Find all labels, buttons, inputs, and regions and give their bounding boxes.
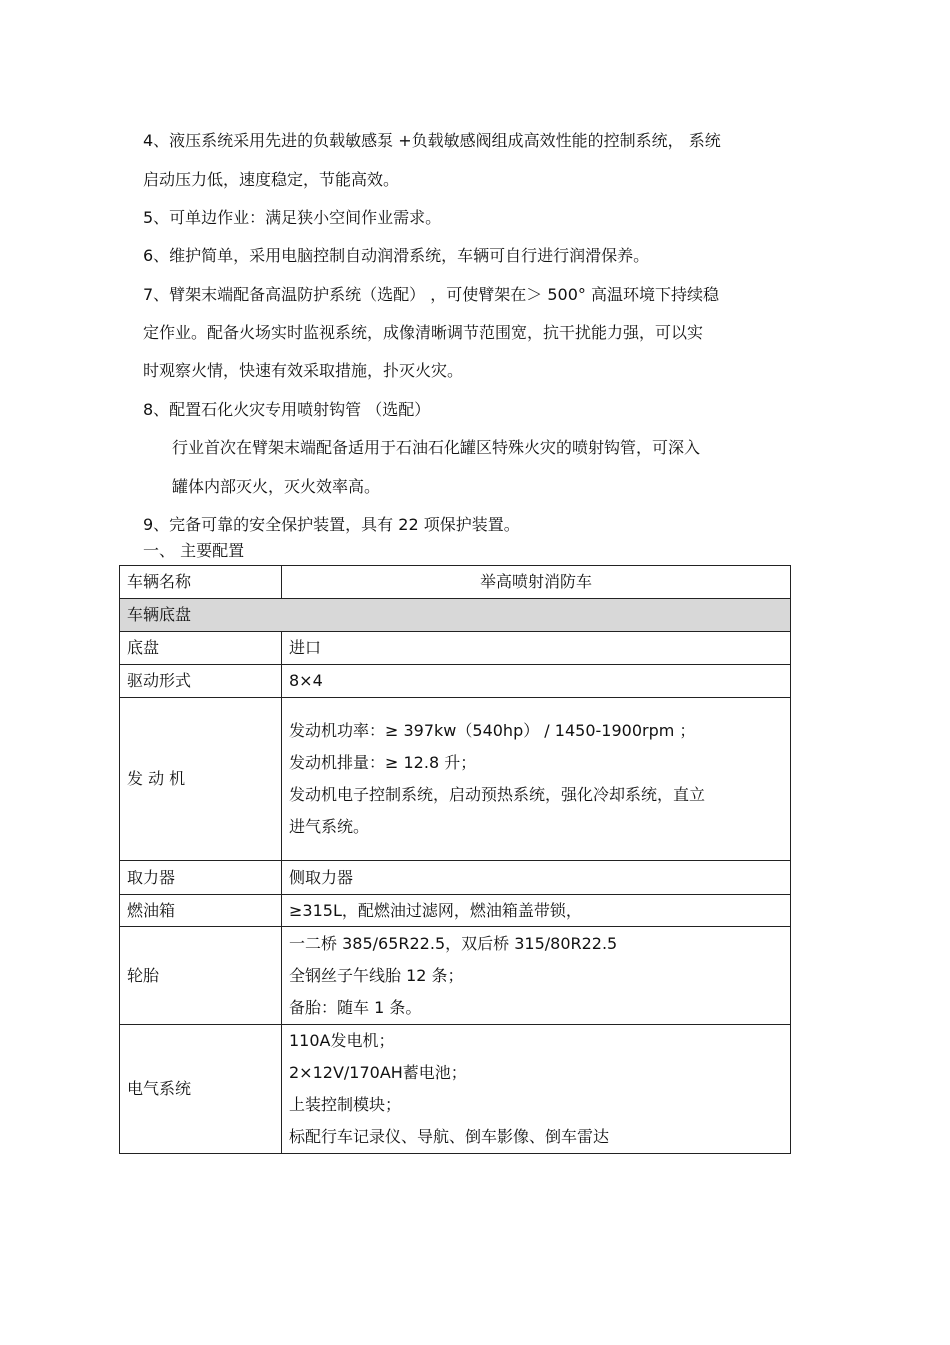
table-row <box>120 895 791 927</box>
tires-spare-line: 备胎：随车 1 条。 <box>289 997 422 1017</box>
table-row <box>120 665 791 698</box>
header-label-cell: 车辆名称 <box>120 566 282 599</box>
configuration-table <box>119 565 791 1154</box>
row-value-electrical <box>282 1025 791 1154</box>
row-label-drive-type: 驱动形式 <box>120 665 282 698</box>
section-heading: 一、 主要配置 <box>143 541 245 560</box>
paragraph-7-line-3: 时观察火情，快速有效采取措施，扑灭火灾。 <box>143 361 464 380</box>
header-value-cell: 举高喷射消防车 <box>282 566 791 599</box>
row-label-pto: 取力器 <box>120 861 282 895</box>
electrical-battery-line: 2×12V/170AH蓄电池； <box>289 1063 467 1082</box>
engine-systems-line-1: 发动机电子控制系统，启动预热系统，强化冷却系统，直立 <box>289 785 706 804</box>
paragraph-8-detail-line-1: 行业首次在臂架末端配备适用于石油石化罐区特殊火灾的喷射钩管，可深入 <box>172 438 701 457</box>
table-row <box>120 927 791 1025</box>
row-value-tires <box>282 927 791 1025</box>
tires-type-line: 全钢丝子午线胎 12 条； <box>289 965 464 985</box>
paragraph-8: 8、配置石化火灾专用喷射钩管 （选配） <box>143 400 431 419</box>
row-label-electrical: 电气系统 <box>120 1025 282 1154</box>
paragraph-4-line-2: 启动压力低，速度稳定，节能高效。 <box>143 170 400 189</box>
row-value-engine <box>282 698 791 861</box>
electrical-accessories-line: 标配行车记录仪、导航、倒车影像、倒车雷达 <box>289 1127 610 1146</box>
paragraph-7-line-2: 定作业。配备火场实时监视系统，成像清晰调节范围宽，抗干扰能力强，可以实 <box>143 323 704 342</box>
electrical-control-line: 上装控制模块； <box>289 1095 402 1114</box>
paragraph-6: 6、维护简单，采用电脑控制自动润滑系统，车辆可自行进行润滑保养。 <box>143 246 650 265</box>
table-section-row <box>120 599 791 632</box>
paragraph-4-line-1: 4、液压系统采用先进的负载敏感泵 +负载敏感阀组成高效性能的控制系统， 系统 <box>143 131 721 150</box>
row-value-chassis: 进口 <box>282 632 791 665</box>
tires-axle-line: 一二桥 385/65R22.5，双后桥 315/80R22.5 <box>289 933 618 953</box>
section-title-cell: 车辆底盘 <box>120 599 791 632</box>
table-header-row <box>120 566 791 599</box>
row-value-fuel-tank: ≥315L，配燃油过滤网，燃油箱盖带锁， <box>282 895 791 927</box>
table-row <box>120 632 791 665</box>
row-label-chassis: 底盘 <box>120 632 282 665</box>
paragraph-5: 5、可单边作业：满足狭小空间作业需求。 <box>143 208 442 227</box>
row-value-drive-type: 8×4 <box>282 665 791 698</box>
paragraph-8-detail-line-2: 罐体内部灭火，灭火效率高。 <box>172 477 381 496</box>
row-value-pto: 侧取力器 <box>282 861 791 895</box>
paragraph-7-line-1: 7、臂架末端配备高温防护系统（选配） ，可使臂架在＞ 500° 高温环境下持续稳 <box>143 285 719 304</box>
row-label-fuel-tank: 燃油箱 <box>120 895 282 927</box>
table-row <box>120 861 791 895</box>
table-row <box>120 1025 791 1154</box>
electrical-generator-line: 110A发电机； <box>289 1031 395 1050</box>
engine-power-line: 发动机功率：≥ 397kw（540hp） / 1450-1900rpm ； <box>289 721 696 740</box>
engine-displacement-line: 发动机排量：≥ 12.8 升； <box>289 753 477 772</box>
row-label-engine: 发 动 机 <box>120 698 282 861</box>
row-label-tires: 轮胎 <box>120 927 282 1025</box>
paragraph-9: 9、完备可靠的安全保护装置，具有 22 项保护装置。 <box>143 515 520 534</box>
table-row <box>120 698 791 861</box>
engine-systems-line-2: 进气系统。 <box>289 817 370 836</box>
